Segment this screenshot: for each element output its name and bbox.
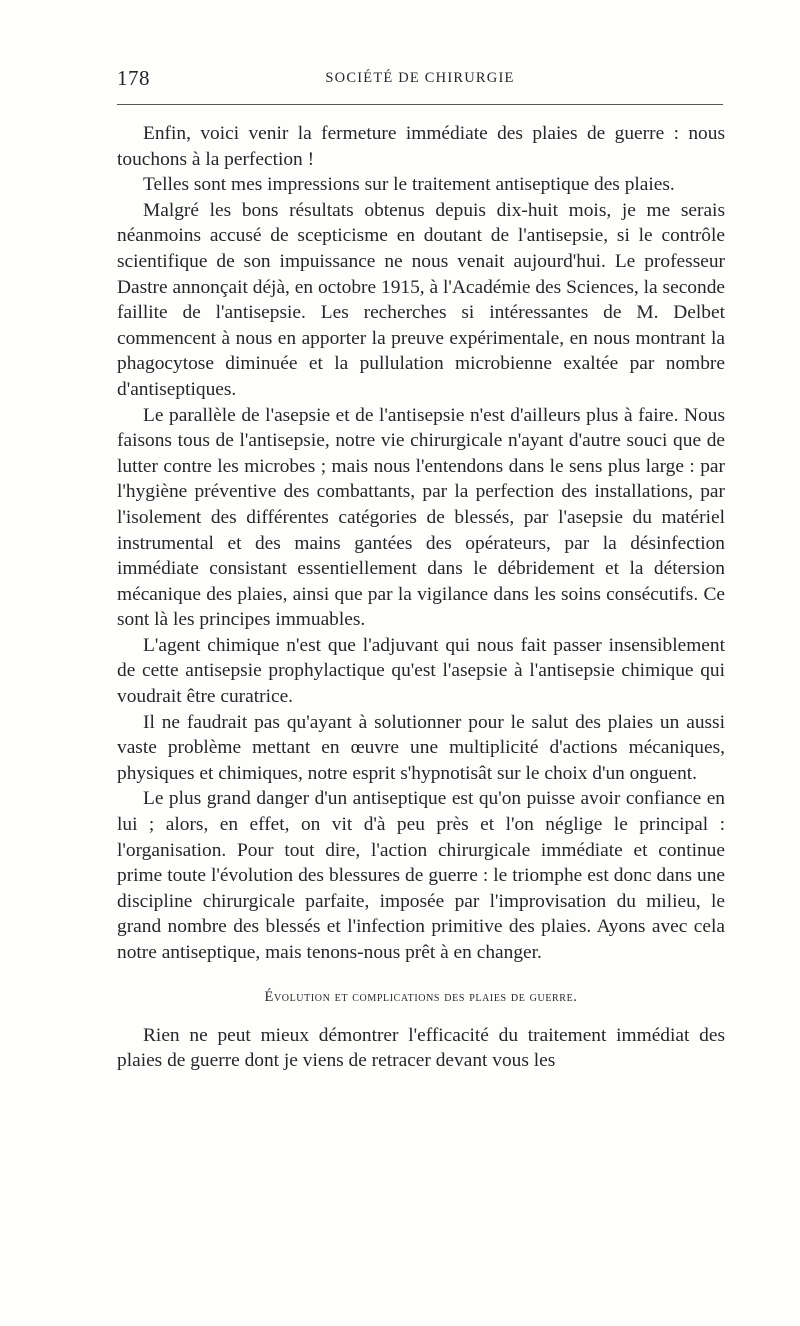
- header-rule: [117, 104, 723, 105]
- paragraph-impressions: Telles sont mes impressions sur le traitement antiseptique des plaies.: [143, 174, 675, 196]
- paragraph-agent-chimique: L'agent chimique n'est que l'adjuvant qui nous fait passer insensiblement de cette antisepsie prophylactique qu'est l'asepsie à l'antisepsie chimique qui voudrait être curatrice.: [117, 634, 725, 708]
- paragraph-closing: Rien ne peut mieux démontrer l'efficacité du traitement immédiat des plaies de guerre dont je viens de retracer devant vous les: [117, 1024, 725, 1072]
- paragraph-onguent: Il ne faudrait pas qu'ayant à solutionner pour le salut des plaies un aussi vaste problème mettant en œuvre une multiplicité d'actions mécaniques, physiques et chimiques, notre esprit s'hypnotisât sur le choix d'un onguent.: [117, 711, 725, 784]
- section-heading: Évolution et complications des plaies de guerre.: [264, 988, 578, 1005]
- running-head: [117, 66, 723, 92]
- page-number: 178: [117, 66, 150, 90]
- paragraph-parallele: Le parallèle de l'asepsie et de l'antisepsie n'est d'ailleurs plus à faire. Nous faisons tous de l'antisepsie, notre vie chirurgicale n'ayant d'autre souci que de lutter contre les microbes ; mais nous l'entendons dans le sens plus large : par l'hygiène préventive des combattants, par la perfection des installations, par l'isolement des différentes catégories de blessés, par l'asepsie du matériel instrumental et des mains gantées des opérateurs, par la désinfection immédiate consistant essentiellement dans le débridement et la détersion mécanique des plaies, ainsi que par la vigilance dans les soins consécutifs. Ce sont là les principes immuables.: [117, 404, 725, 631]
- paragraph-fermeture: Enfin, voici venir la fermeture immédiate des plaies de guerre : nous touchons à la perfection !: [117, 123, 725, 170]
- running-title: SOCIÉTÉ DE CHIRURGIE: [325, 70, 515, 86]
- paragraph-danger: Le plus grand danger d'un antiseptique est qu'on puisse avoir confiance en lui ; alors, en effet, on vit d'à peu près et l'on néglige le principal : l'organisation. Pour tout dire, l'action chirurgicale immédiate et continue prime toute l'évolution des blessures de guerre : le triomphe est donc dans une discipline chirurgicale parfaite, imposée par l'improvisation du milieu, le grand nombre des blessés et l'infection primitive des plaies. Ayons avec cela notre antiseptique, mais tenons-nous prêt à en changer.: [117, 788, 725, 963]
- body-text: [117, 121, 725, 1074]
- paragraph-resultats: Malgré les bons résultats obtenus depuis dix-huit mois, je me serais néanmoins accusé de scepticisme en doutant de l'antisepsie, si le contrôle scientifique de son impuissance ne nous venait aujourd'hui. Le professeur Dastre annonçait déjà, en octobre 1915, à l'Académie des Sciences, la seconde faillite de l'antisepsie. Les recherches si intéressantes de M. Delbet commencent à nous en apporter la preuve expérimentale, en nous montrant la phagocytose diminuée et la pullulation microbienne exaltée par nombre d'antiseptiques.: [117, 199, 725, 400]
